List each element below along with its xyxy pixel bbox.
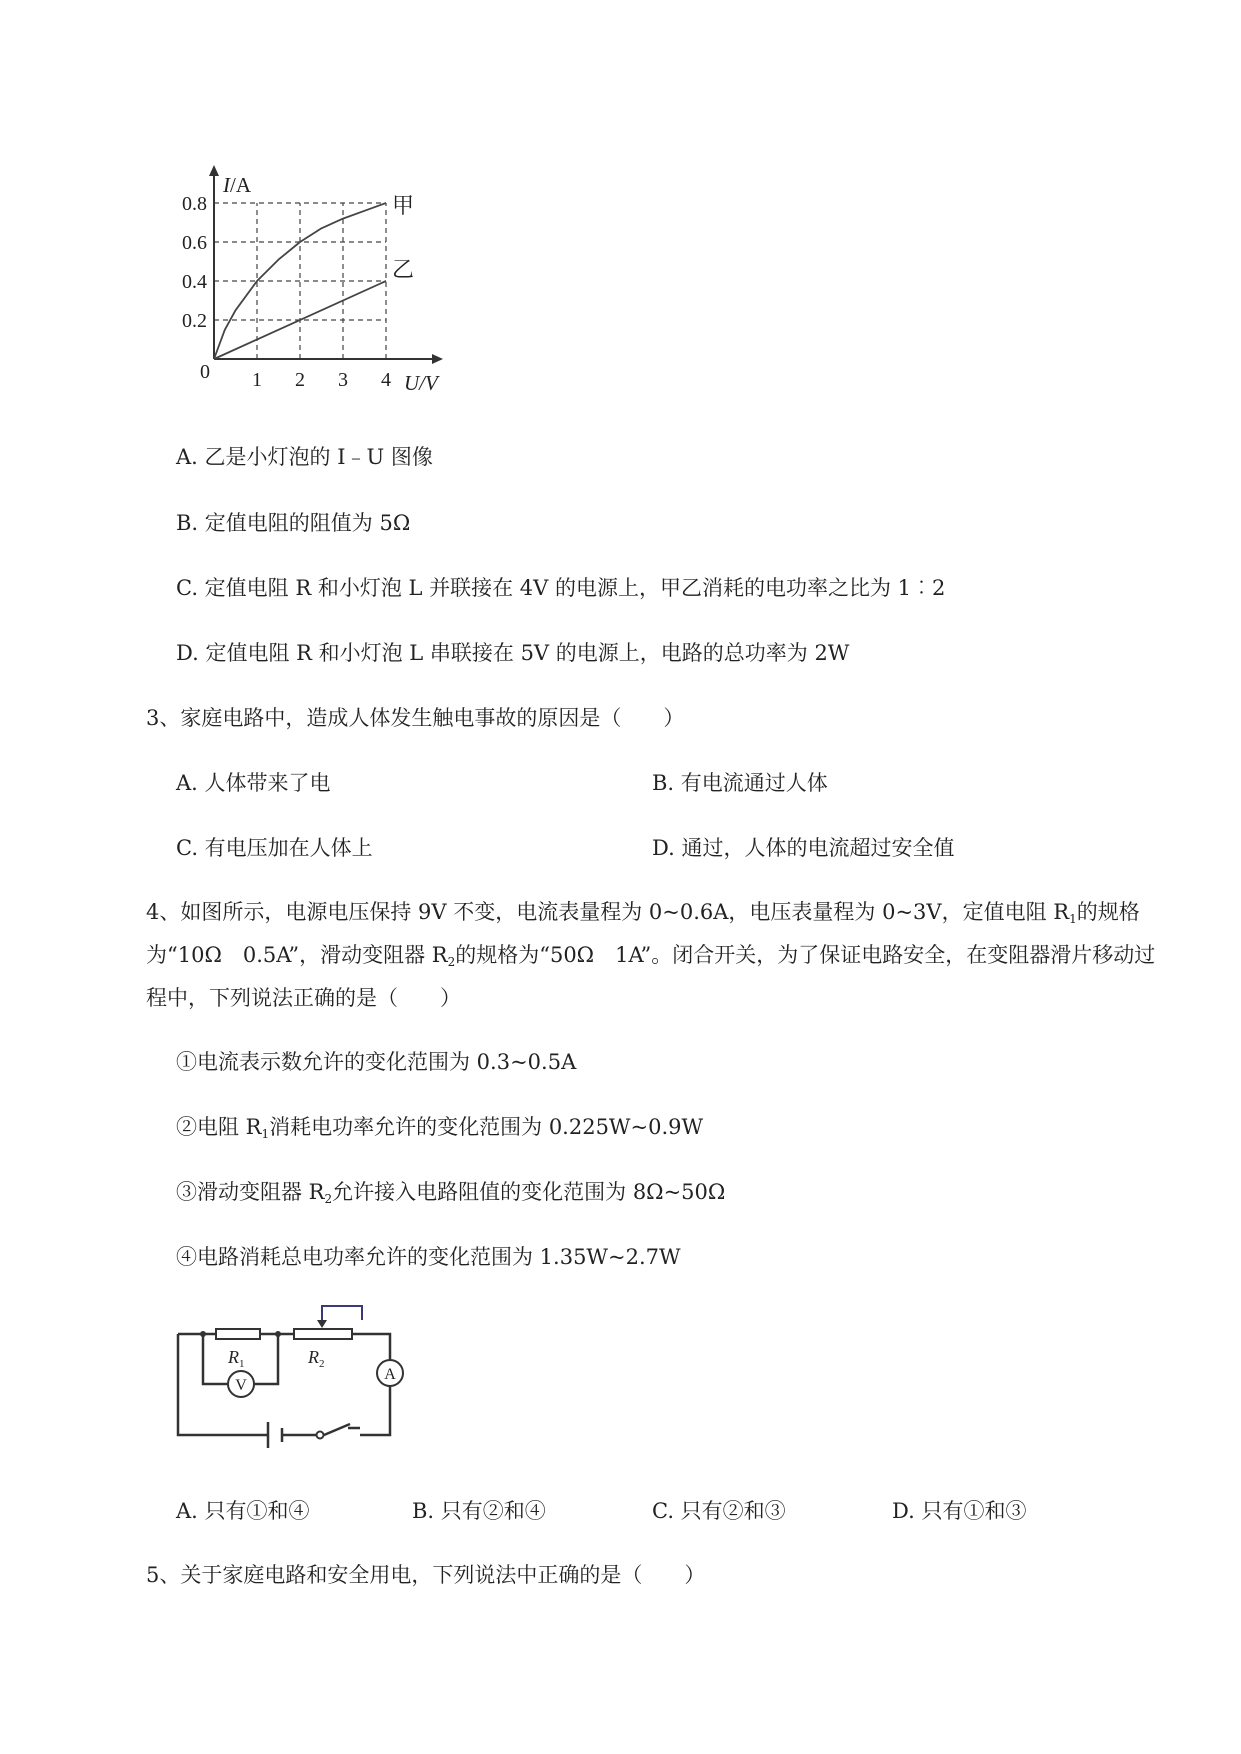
voltmeter-label: V [235, 1377, 247, 1394]
x-tick-label-4: 4 [381, 369, 391, 391]
q5-stem: 5、关于家庭电路和安全用电，下列说法中正确的是（ ） [146, 1563, 706, 1587]
q4-statement-1: ①电流表示数允许的变化范围为 0.3~0.5A [176, 1050, 577, 1074]
r1-label: $R_1$ [228, 1347, 245, 1370]
q3-option-b[interactable]: B. 有电流通过人体 [652, 771, 828, 795]
q4-option-b[interactable]: B. 只有②和④ [412, 1499, 546, 1523]
r2-label: $R_2$ [308, 1347, 325, 1370]
q4-statement-4: ④电路消耗总电功率允许的变化范围为 1.35W~2.7W [176, 1245, 681, 1269]
q3-option-c[interactable]: C. 有电压加在人体上 [176, 836, 373, 860]
q2-option-c[interactable]: C. 定值电阻 R 和小灯泡 L 并联接在 4V 的电源上，甲乙消耗的电功率之比为 1︰2 [176, 576, 946, 600]
x-tick-label-3: 3 [338, 369, 348, 391]
q4-option-a[interactable]: A. 只有①和④ [176, 1499, 310, 1523]
q3-stem: 3、家庭电路中，造成人体发生触电事故的原因是（ ） [146, 706, 685, 730]
q4-statement-3: ③滑动变阻器 $R_2$允许接入电路阻值的变化范围为 8Ω~50Ω [176, 1180, 726, 1206]
circuit-diagram [170, 1300, 420, 1460]
x-axis-label: U/V [404, 371, 438, 395]
y-axis-arrow [209, 165, 219, 176]
resistor-r2 [294, 1329, 352, 1339]
q4-option-d[interactable]: D. 只有①和③ [892, 1499, 1027, 1523]
y-tick-label-0.8: 0.8 [182, 193, 207, 215]
y-tick-label-0.4: 0.4 [182, 271, 207, 293]
q4-option-c[interactable]: C. 只有②和③ [652, 1499, 786, 1523]
q3-option-a[interactable]: A. 人体带来了电 [176, 771, 331, 795]
slider-arrow [322, 1306, 362, 1320]
q2-option-a[interactable]: A. 乙是小灯泡的 I﹣U 图像 [176, 445, 433, 469]
origin-label: 0 [200, 361, 210, 383]
resistor-r1 [216, 1329, 260, 1339]
q4-statement-2: ②电阻 $R_1$消耗电功率允许的变化范围为 0.225W~0.9W [176, 1115, 704, 1141]
q3-option-d[interactable]: D. 通过，人体的电流超过安全值 [652, 836, 955, 860]
series-label-2: 乙 [392, 257, 415, 282]
y-axis-label: I/A [223, 173, 251, 197]
iu-chart [170, 150, 450, 400]
x-tick-label-2: 2 [295, 369, 305, 391]
q2-option-d[interactable]: D. 定值电阻 R 和小灯泡 L 串联接在 5V 的电源上，电路的总功率为 2W [176, 641, 850, 665]
q4-stem: 4、如图所示，电源电压保持 9V 不变，电流表量程为 0~0.6A，电压表量程为 0~3V，定值电阻 $R_1$的规格为“10Ω 0.5A”，滑动变阻器 $R_2$的规格为“50Ω 1A”。闭合开关，为了保证电路安全，在变阻器滑片移动过程中，下列说法正确的是（ ） [146, 900, 1156, 1010]
series-label-1: 甲 [392, 193, 415, 218]
q2-option-b[interactable]: B. 定值电阻的阻值为 5Ω [176, 511, 411, 535]
y-tick-label-0.2: 0.2 [182, 310, 207, 332]
y-tick-label-0.6: 0.6 [182, 232, 207, 254]
x-tick-label-1: 1 [252, 369, 262, 391]
ammeter-label: A [384, 1366, 396, 1383]
x-axis-arrow [432, 354, 443, 364]
